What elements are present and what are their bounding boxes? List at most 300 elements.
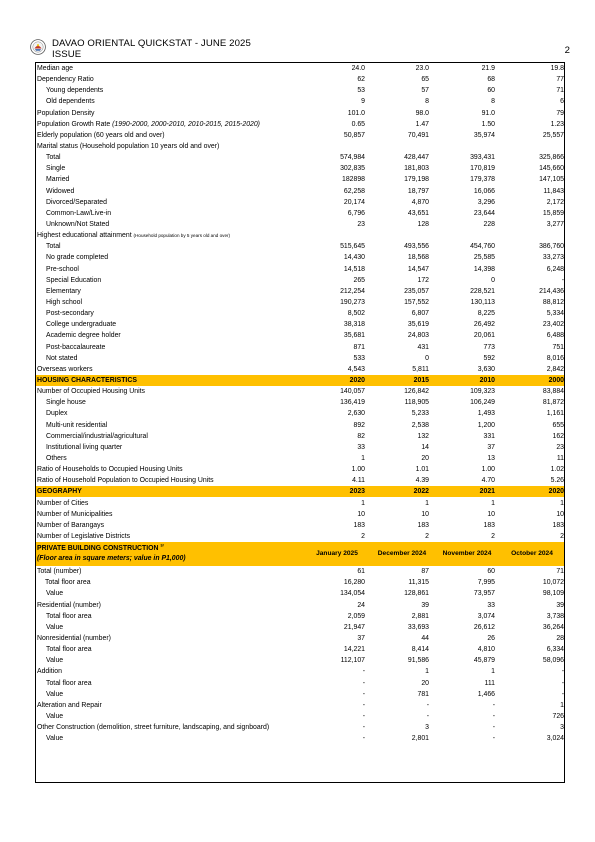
- row-label: [36, 520, 304, 531]
- table-row: [36, 308, 565, 319]
- row-label: [36, 588, 304, 599]
- row-label-text: High school: [46, 299, 83, 307]
- row-label-text: Population Density: [37, 109, 95, 117]
- value-cell: 3,630: [477, 365, 495, 373]
- value-cell: 109,323: [470, 388, 495, 396]
- row-label-text: Overseas workers: [37, 365, 93, 373]
- row-label-text: Number of Municipalities: [37, 510, 113, 518]
- value-cell: 43,651: [407, 209, 429, 217]
- row-label: [36, 644, 304, 655]
- value-cell: 1: [491, 499, 495, 507]
- row-label: [36, 655, 304, 666]
- value-cell: 1.50: [481, 120, 495, 128]
- value-cell: 1.02: [550, 466, 564, 474]
- value-cell: 136,419: [340, 399, 365, 407]
- row-label: [36, 63, 304, 74]
- page-number: 2: [564, 45, 570, 56]
- value-cell: 20: [421, 679, 429, 687]
- value-cell: 2,801: [411, 735, 429, 743]
- row-label: [36, 319, 304, 330]
- value-cell: 3,074: [477, 612, 495, 620]
- value-cell: 25,585: [473, 254, 495, 262]
- value-cell: 21,947: [343, 623, 365, 631]
- value-cell: 4.11: [352, 477, 365, 485]
- value-cell: 14,518: [343, 265, 365, 273]
- value-cell: [304, 141, 370, 152]
- value-cell: 82: [357, 432, 365, 440]
- row-label-text: Post-secondary: [46, 310, 94, 318]
- row-label: [36, 700, 304, 711]
- value-cell: 2,842: [546, 365, 564, 373]
- value-cell: 38,318: [343, 321, 365, 329]
- value-cell: 773: [483, 343, 495, 351]
- table-row: [36, 655, 565, 666]
- table-row: [36, 364, 565, 375]
- table-row: [36, 230, 565, 241]
- value-cell: 8,016: [546, 354, 564, 362]
- value-cell: 24: [357, 601, 365, 609]
- table-row: [36, 711, 565, 722]
- table-row: [36, 63, 565, 74]
- value-cell: 13: [487, 454, 495, 462]
- row-label-text: Married: [46, 176, 70, 184]
- row-label-note: (Household population by 5 years old and over): [133, 233, 231, 239]
- value-cell: 5,233: [411, 410, 429, 418]
- value-cell: 26,492: [473, 321, 495, 329]
- value-cell: 2015: [370, 375, 434, 386]
- row-label: [36, 453, 304, 464]
- table-row: [36, 96, 565, 107]
- row-label: [36, 330, 304, 341]
- value-cell: 331: [483, 432, 495, 440]
- row-label-text: Value: [46, 590, 64, 598]
- value-cell: 6,488: [546, 332, 564, 340]
- value-cell: 61: [357, 568, 365, 576]
- row-label: [36, 666, 304, 677]
- row-label-text: Number of Occupied Housing Units: [37, 388, 146, 396]
- row-label-text: Number of Cities: [37, 499, 89, 507]
- value-cell: 4,870: [411, 198, 429, 206]
- table-row: [36, 520, 565, 531]
- row-label-text: Value: [46, 623, 64, 631]
- row-label: [36, 130, 304, 141]
- value-cell: 16,280: [343, 579, 365, 587]
- row-label-text: Total: [46, 154, 61, 162]
- value-cell: [500, 230, 565, 241]
- row-label: [36, 364, 304, 375]
- row-label: [36, 633, 304, 644]
- row-label-text: Not stated: [46, 354, 78, 362]
- section-title-text: PRIVATE BUILDING CONSTRUCTION: [37, 545, 159, 553]
- row-label: [36, 497, 304, 508]
- value-cell: 181,803: [404, 165, 429, 173]
- value-cell: 79: [556, 109, 564, 117]
- value-cell: 2010: [434, 375, 500, 386]
- value-cell: 2020: [304, 375, 370, 386]
- value-cell: -: [492, 724, 495, 732]
- row-label-text: Ratio of Households to Occupied Housing Units: [37, 466, 183, 474]
- value-cell: 2,630: [347, 410, 365, 418]
- value-cell: -: [492, 735, 495, 743]
- table-row: [36, 453, 565, 464]
- table-row: [36, 186, 565, 197]
- value-cell: 325,866: [539, 154, 564, 162]
- value-cell: 8,414: [411, 646, 429, 654]
- value-cell: 3,277: [546, 221, 564, 229]
- row-label-text: Dependency Ratio: [37, 76, 94, 84]
- row-label-text: Total floor area: [45, 579, 91, 587]
- row-label: [36, 566, 304, 577]
- table-row: [36, 342, 565, 353]
- document-title-line2: ISSUE: [52, 49, 82, 60]
- row-label-text: Institutional living quarter: [46, 443, 123, 451]
- table-row: [36, 241, 565, 252]
- value-cell: 21.9: [481, 65, 495, 73]
- value-cell: 726: [552, 712, 564, 720]
- section-title: [37, 544, 304, 554]
- table-row: [36, 566, 565, 577]
- value-cell: 128,861: [404, 590, 429, 598]
- value-cell: 111: [484, 679, 495, 687]
- value-cell: 393,431: [470, 154, 495, 162]
- value-cell: November 2024: [434, 542, 500, 566]
- quickstat-table-body: [36, 63, 565, 744]
- value-cell: [434, 141, 500, 152]
- table-row: [36, 431, 565, 442]
- row-label: [36, 677, 304, 688]
- value-cell: 23.0: [415, 65, 429, 73]
- value-cell: 88,812: [542, 299, 564, 307]
- psa-seal-logo-icon: [30, 39, 46, 55]
- value-cell: 1,493: [477, 410, 495, 418]
- row-label-text: College undergraduate: [46, 321, 117, 329]
- table-row: [36, 130, 565, 141]
- footnote-marker: 3/: [160, 542, 164, 548]
- value-cell: 24,803: [407, 332, 429, 340]
- value-cell: 5.26: [550, 477, 564, 485]
- row-label-text: Pre-school: [46, 265, 79, 273]
- value-cell: 98.0: [415, 109, 429, 117]
- row-label-text: Population Growth Rate: [37, 120, 111, 128]
- row-label: [36, 722, 304, 733]
- value-cell: 2000: [500, 375, 565, 386]
- value-cell: 25,557: [542, 131, 564, 139]
- value-cell: 190,273: [340, 299, 365, 307]
- value-cell: 39: [556, 601, 564, 609]
- row-label-text: Marital status (Household population 10 years old and over): [37, 143, 220, 151]
- value-cell: 1,200: [477, 421, 495, 429]
- value-cell: 1: [361, 454, 365, 462]
- table-row: [36, 252, 565, 263]
- value-cell: 1: [560, 499, 564, 507]
- value-cell: 39: [421, 601, 429, 609]
- value-cell: 9: [361, 98, 365, 106]
- table-row: [36, 408, 565, 419]
- table-row: [36, 119, 565, 130]
- value-cell: 0: [491, 276, 495, 284]
- value-cell: 71: [556, 87, 564, 95]
- value-cell: 10: [357, 510, 365, 518]
- value-cell: 1: [361, 499, 365, 507]
- value-cell: 5,334: [546, 310, 564, 318]
- value-cell: 1.00: [351, 466, 365, 474]
- row-label: [36, 464, 304, 475]
- row-label-text: Young dependents: [46, 87, 104, 95]
- value-cell: 2: [560, 532, 564, 540]
- value-cell: 1.47: [415, 120, 429, 128]
- row-label-text: Residential (number): [37, 601, 101, 609]
- value-cell: 4.39: [415, 477, 429, 485]
- row-label-text: Elementary: [46, 287, 81, 295]
- value-cell: 65: [421, 76, 429, 84]
- value-cell: 14: [421, 443, 429, 451]
- value-cell: 24.0: [351, 65, 365, 73]
- table-row: [36, 497, 565, 508]
- row-label-text: Multi-unit residential: [46, 421, 108, 429]
- value-cell: [500, 141, 565, 152]
- table-row: [36, 666, 565, 677]
- value-cell: 2,172: [546, 198, 564, 206]
- value-cell: 35,974: [473, 131, 495, 139]
- table-row: [36, 577, 565, 588]
- row-label: [36, 108, 304, 119]
- value-cell: -: [362, 668, 365, 676]
- value-cell: 0.65: [351, 120, 365, 128]
- table-row: [36, 599, 565, 610]
- value-cell: 10,072: [542, 579, 564, 587]
- row-label-text: Widowed: [46, 187, 75, 195]
- value-cell: 212,254: [340, 287, 365, 295]
- value-cell: 26: [487, 634, 495, 642]
- table-row: [36, 219, 565, 230]
- value-cell: 20: [421, 454, 429, 462]
- value-cell: 35,681: [343, 332, 365, 340]
- value-cell: 112,107: [340, 657, 365, 665]
- row-label: [36, 297, 304, 308]
- value-cell: 18,797: [407, 187, 429, 195]
- value-cell: -: [561, 668, 564, 676]
- row-label-text: Ratio of Household Population to Occupied Housing Units: [37, 477, 214, 485]
- row-label: [36, 531, 304, 542]
- value-cell: 62: [357, 76, 365, 84]
- row-label: [36, 375, 304, 386]
- value-cell: 3,296: [477, 198, 495, 206]
- row-label: [36, 163, 304, 174]
- row-label: [36, 577, 304, 588]
- value-cell: 170,819: [470, 165, 495, 173]
- value-cell: 10: [556, 510, 564, 518]
- table-row: [36, 677, 565, 688]
- table-row: [36, 174, 565, 185]
- value-cell: 1,466: [477, 690, 495, 698]
- row-label-text: Median age: [37, 65, 74, 73]
- document-title-line1: DAVAO ORIENTAL QUICKSTAT - JUNE 2025: [52, 38, 251, 49]
- row-label-text: Elderly population (60 years old and over): [37, 131, 165, 139]
- value-cell: 10: [421, 510, 429, 518]
- value-cell: 33,693: [407, 623, 429, 631]
- row-label-text: Special Education: [46, 276, 102, 284]
- value-cell: 157,552: [404, 299, 429, 307]
- value-cell: -: [561, 690, 564, 698]
- table-row: [36, 141, 565, 152]
- value-cell: 1: [425, 499, 429, 507]
- value-cell: 1: [491, 668, 495, 676]
- value-cell: 8: [425, 98, 429, 106]
- row-label: [36, 286, 304, 297]
- row-label: [36, 599, 304, 610]
- row-label: [36, 397, 304, 408]
- value-cell: 183: [353, 521, 365, 529]
- value-cell: 454,760: [470, 243, 495, 251]
- row-label: [36, 275, 304, 286]
- value-cell: 1: [425, 668, 429, 676]
- table-row: [36, 689, 565, 700]
- row-label: [36, 152, 304, 163]
- table-row: [36, 420, 565, 431]
- row-label-text: Commercial/industrial/agricultural: [46, 432, 148, 440]
- value-cell: 386,760: [539, 243, 564, 251]
- value-cell: 36,264: [542, 623, 564, 631]
- row-label: [36, 96, 304, 107]
- table-row: [36, 722, 565, 733]
- value-cell: 892: [353, 421, 365, 429]
- value-cell: 871: [353, 343, 365, 351]
- row-label: [36, 542, 304, 566]
- table-row: [36, 275, 565, 286]
- value-cell: 8,502: [347, 310, 365, 318]
- value-cell: 1,161: [546, 410, 564, 418]
- row-label-text: Number of Legislative Districts: [37, 532, 131, 540]
- value-cell: 60: [487, 87, 495, 95]
- value-cell: 134,054: [340, 590, 365, 598]
- value-cell: 8,225: [477, 310, 495, 318]
- value-cell: 5,811: [412, 365, 429, 373]
- value-cell: 44: [421, 634, 429, 642]
- value-cell: 87: [421, 568, 429, 576]
- table-row: [36, 633, 565, 644]
- table-row: [36, 442, 565, 453]
- value-cell: -: [362, 712, 365, 720]
- value-cell: 33: [487, 601, 495, 609]
- value-cell: 35,619: [407, 321, 429, 329]
- row-label-text: GEOGRAPHY: [37, 488, 82, 496]
- table-row: [36, 163, 565, 174]
- table-row: [36, 622, 565, 633]
- table-row: [36, 108, 565, 119]
- value-cell: 2,881: [411, 612, 429, 620]
- value-cell: 37: [487, 443, 495, 451]
- value-cell: 14,398: [473, 265, 495, 273]
- row-label-text: Total floor area: [46, 612, 92, 620]
- value-cell: 45,879: [473, 657, 495, 665]
- value-cell: January 2025: [304, 542, 370, 566]
- value-cell: 23,402: [542, 321, 564, 329]
- value-cell: 1: [560, 701, 564, 709]
- value-cell: 3,738: [546, 612, 564, 620]
- row-label: [36, 408, 304, 419]
- table-row: [36, 397, 565, 408]
- value-cell: -: [426, 712, 429, 720]
- value-cell: 182898: [342, 176, 365, 184]
- row-label-text: HOUSING CHARACTERISTICS: [37, 377, 137, 384]
- value-cell: 6,807: [411, 310, 429, 318]
- value-cell: 0: [425, 354, 429, 362]
- value-cell: 50,857: [343, 131, 365, 139]
- value-cell: 130,113: [470, 299, 495, 307]
- value-cell: 11,315: [408, 579, 429, 587]
- value-cell: 179,378: [470, 176, 495, 184]
- value-cell: 140,057: [340, 388, 365, 396]
- value-cell: 145,660: [539, 165, 564, 173]
- row-label: [36, 241, 304, 252]
- value-cell: 1.00: [481, 466, 495, 474]
- row-label-text: Divorced/Separated: [46, 198, 107, 206]
- value-cell: 431: [417, 343, 429, 351]
- value-cell: 126,842: [404, 388, 429, 396]
- row-label-text: Duplex: [46, 410, 68, 418]
- table-row: [36, 464, 565, 475]
- value-cell: 20,174: [343, 198, 365, 206]
- value-cell: 228,521: [470, 287, 495, 295]
- value-cell: 132: [417, 432, 429, 440]
- table-row: [36, 264, 565, 275]
- row-label-text: Post-baccalaureate: [46, 343, 106, 351]
- row-label: [36, 74, 304, 85]
- row-label-text: Unknown/Not Stated: [46, 221, 110, 229]
- value-cell: -: [426, 701, 429, 709]
- value-cell: 18,568: [407, 254, 429, 262]
- row-label-text: Academic degree holder: [46, 332, 121, 340]
- value-cell: 53: [357, 87, 365, 95]
- value-cell: 58,096: [542, 657, 564, 665]
- row-label-text: Total floor area: [46, 646, 92, 654]
- value-cell: [304, 230, 370, 241]
- value-cell: 302,835: [340, 165, 365, 173]
- row-label: [36, 733, 304, 744]
- value-cell: 11,843: [543, 187, 564, 195]
- value-cell: [434, 230, 500, 241]
- value-cell: October 2024: [500, 542, 565, 566]
- value-cell: 28: [556, 634, 564, 642]
- table-row: [36, 475, 565, 486]
- table-row: [36, 74, 565, 85]
- row-label: [36, 119, 304, 130]
- value-cell: 101.0: [347, 109, 365, 117]
- row-label: [36, 230, 304, 241]
- value-cell: 15,859: [542, 209, 564, 217]
- value-cell: 2020: [500, 486, 565, 497]
- row-label: [36, 186, 304, 197]
- value-cell: 751: [552, 343, 564, 351]
- row-label: [36, 264, 304, 275]
- value-cell: 265: [353, 276, 365, 284]
- value-cell: 235,057: [404, 287, 429, 295]
- table-row: [36, 611, 565, 622]
- value-cell: 592: [483, 354, 495, 362]
- value-cell: 781: [417, 690, 429, 698]
- value-cell: 14,547: [407, 265, 429, 273]
- row-label: [36, 689, 304, 700]
- value-cell: 493,556: [404, 243, 429, 251]
- value-cell: 23,644: [473, 209, 495, 217]
- value-cell: -: [362, 724, 365, 732]
- value-cell: 68: [487, 76, 495, 84]
- value-cell: 179,198: [404, 176, 429, 184]
- table-row: [36, 319, 565, 330]
- value-cell: 147,105: [539, 176, 564, 184]
- value-cell: -: [362, 735, 365, 743]
- value-cell: 4,810: [477, 646, 495, 654]
